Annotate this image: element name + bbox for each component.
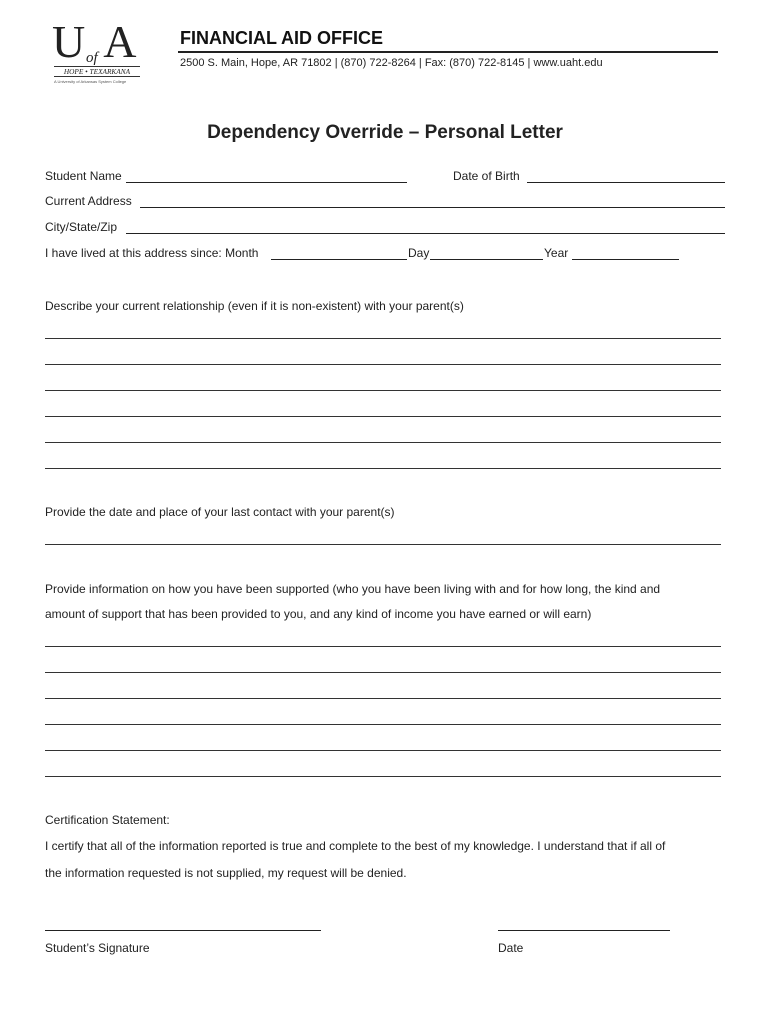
support-answer-line[interactable] bbox=[45, 646, 721, 647]
student-name-label: Student Name bbox=[45, 169, 122, 183]
student-name-field[interactable] bbox=[126, 170, 407, 183]
city-state-zip-field[interactable] bbox=[126, 221, 725, 234]
signature-date-label: Date bbox=[498, 941, 524, 955]
date-of-birth-label: Date of Birth bbox=[453, 169, 520, 183]
last-contact-question: Provide the date and place of your last contact with your parent(s) bbox=[45, 505, 395, 519]
logo-letter-u: U bbox=[52, 16, 84, 67]
lived-since-year-field[interactable] bbox=[572, 247, 679, 260]
lived-since-year-label: Year bbox=[544, 246, 569, 260]
student-signature-label: Student’s Signature bbox=[45, 941, 150, 955]
support-question-line2: amount of support that has been provided to you, and any kind of income you have earned or will earn) bbox=[45, 607, 592, 621]
support-answer-line[interactable] bbox=[45, 750, 721, 751]
logo-letter-a: A bbox=[103, 16, 135, 67]
current-address-label: Current Address bbox=[45, 194, 132, 208]
certification-text-line2: the information requested is not supplied, my request will be denied. bbox=[45, 866, 407, 880]
support-answer-line[interactable] bbox=[45, 724, 721, 725]
last-contact-answer-line[interactable] bbox=[45, 544, 721, 545]
logo-letters bbox=[52, 16, 140, 67]
logo-letters-of: of bbox=[86, 50, 98, 66]
relationship-answer-line[interactable] bbox=[45, 442, 721, 443]
lived-since-month-field[interactable] bbox=[271, 247, 407, 260]
student-signature-line[interactable] bbox=[45, 930, 321, 931]
university-logo bbox=[52, 16, 140, 84]
support-answer-line[interactable] bbox=[45, 776, 721, 777]
relationship-answer-line[interactable] bbox=[45, 390, 721, 391]
office-contact: 2500 S. Main, Hope, AR 71802 | (870) 722-8264 | Fax: (870) 722-8145 | www.uaht.edu bbox=[180, 57, 603, 69]
date-of-birth-field[interactable] bbox=[527, 170, 725, 183]
support-question-line1: Provide information on how you have been supported (who you have been living with and for how long, the kind and bbox=[45, 582, 661, 596]
logo-subtitle: HOPE • TEXARKANA bbox=[54, 66, 140, 77]
lived-since-month-label: I have lived at this address since: Month bbox=[45, 246, 259, 260]
lived-since-day-label: Day bbox=[408, 246, 430, 260]
city-state-zip-label: City/State/Zip bbox=[45, 220, 118, 234]
certification-heading: Certification Statement: bbox=[45, 813, 170, 827]
relationship-answer-line[interactable] bbox=[45, 364, 721, 365]
certification-text-line1: I certify that all of the information reported is true and complete to the best of my knowledge. I understand that if all of bbox=[45, 839, 666, 853]
relationship-answer-line[interactable] bbox=[45, 468, 721, 469]
relationship-question: Describe your current relationship (even if it is non-existent) with your parent(s) bbox=[45, 299, 464, 313]
lived-since-day-field[interactable] bbox=[430, 247, 543, 260]
support-answer-line[interactable] bbox=[45, 672, 721, 673]
relationship-answer-line[interactable] bbox=[45, 416, 721, 417]
signature-date-line[interactable] bbox=[498, 930, 670, 931]
support-answer-line[interactable] bbox=[45, 698, 721, 699]
document-title: Dependency Override – Personal Letter bbox=[207, 122, 563, 143]
header-divider bbox=[178, 51, 718, 53]
current-address-field[interactable] bbox=[140, 195, 725, 208]
logo-tagline: A University of Arkansas System College bbox=[54, 79, 127, 84]
relationship-answer-line[interactable] bbox=[45, 338, 721, 339]
office-title: FINANCIAL AID OFFICE bbox=[180, 28, 383, 48]
